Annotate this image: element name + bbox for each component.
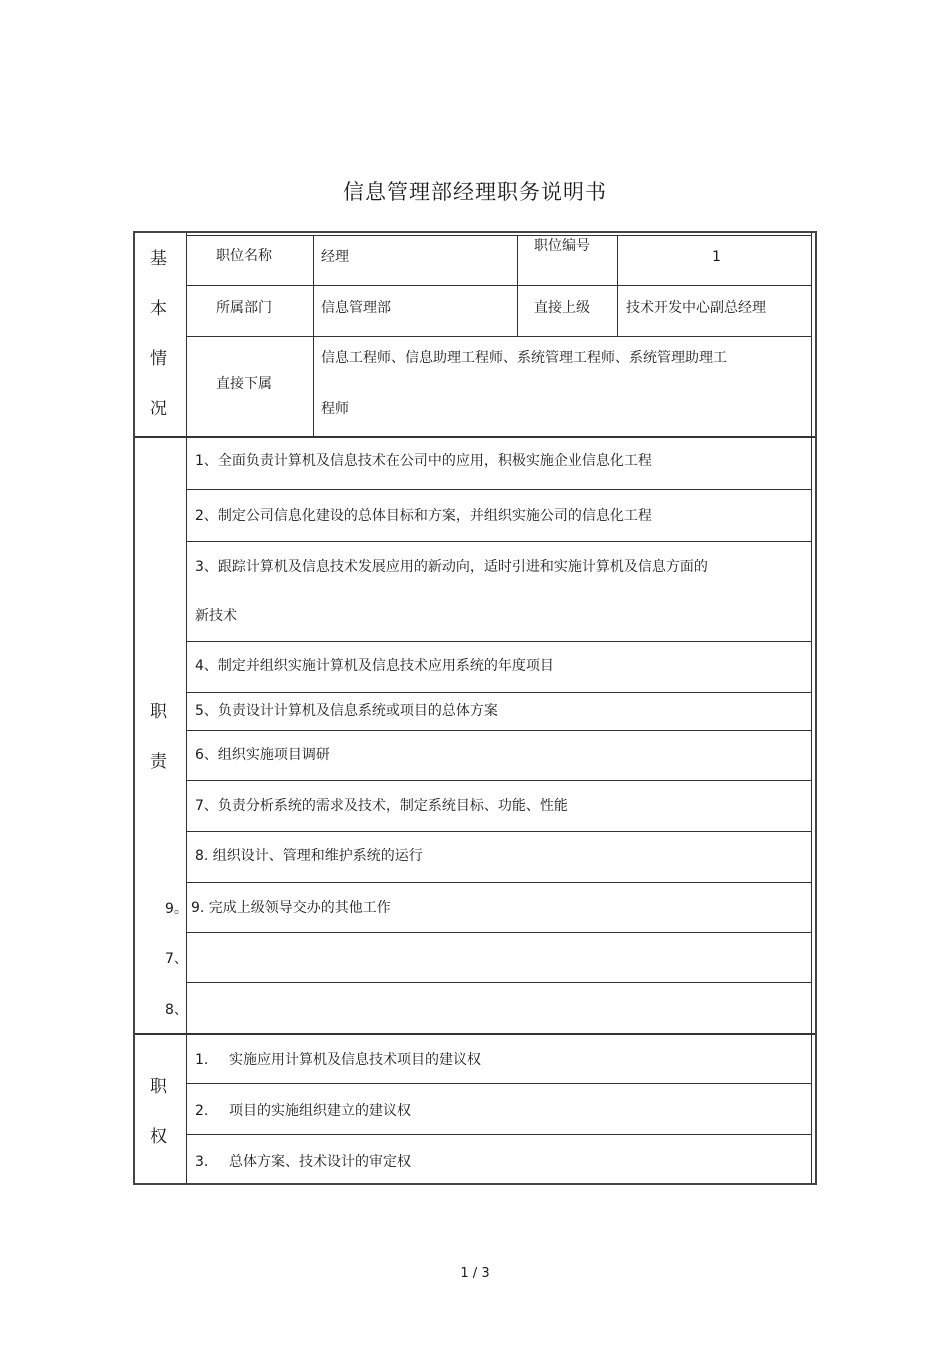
authority-item-text: 实施应用计算机及信息技术项目的建议权 xyxy=(229,1052,481,1068)
info-col-divider xyxy=(517,235,518,336)
subordinates-value: 程师 xyxy=(321,401,349,417)
authority-item-number: 1. xyxy=(195,1052,209,1068)
duty-item: 2、制定公司信息化建设的总体目标和方案，并组织实施公司的信息化工程 xyxy=(195,508,652,524)
authority-label-char: 权 xyxy=(150,1127,167,1147)
duty-item: 8. 组织设计、管理和维护系统的运行 xyxy=(195,848,423,864)
duty-item: 1、全面负责计算机及信息技术在公司中的应用，积极实施企业信息化工程 xyxy=(195,453,652,469)
inner-right-divider xyxy=(811,233,812,1183)
basic-info-label-char: 基 xyxy=(150,249,167,269)
duty-row-divider xyxy=(187,831,811,832)
authority-item-number: 2. xyxy=(195,1103,209,1119)
info-row-divider xyxy=(187,285,811,286)
duty-item: 6、组织实施项目调研 xyxy=(195,747,330,763)
subordinates-value: 信息工程师、信息助理工程师、系统管理工程师、系统管理助理工 xyxy=(321,350,727,366)
stray-mark: 9。 xyxy=(165,901,188,917)
department-label: 所属部门 xyxy=(216,300,272,316)
label-column-divider xyxy=(186,233,187,1183)
info-row-divider xyxy=(187,336,811,337)
superior-value: 技术开发中心副总经理 xyxy=(626,300,766,316)
duties-label-char: 责 xyxy=(150,752,167,772)
position-name-label: 职位名称 xyxy=(216,248,272,264)
authority-label-char: 职 xyxy=(150,1077,167,1097)
duty-item: 9. 完成上级领导交办的其他工作 xyxy=(191,900,391,916)
duty-row-divider xyxy=(187,932,811,933)
basic-info-label-char: 情 xyxy=(150,349,167,369)
section-divider xyxy=(135,436,815,438)
duty-item: 7、负责分析系统的需求及技术，制定系统目标、功能、性能 xyxy=(195,798,568,814)
position-code-value: 1 xyxy=(712,249,721,265)
duty-row-divider xyxy=(187,541,811,542)
department-value: 信息管理部 xyxy=(321,300,391,316)
table-bottom-border xyxy=(133,1183,817,1185)
info-col-divider xyxy=(313,235,314,436)
stray-mark: 7、 xyxy=(165,951,188,967)
table-right-border xyxy=(815,231,817,1185)
duty-item: 新技术 xyxy=(195,608,237,624)
section-divider xyxy=(135,1033,815,1035)
page-indicator: 1 / 3 xyxy=(460,1266,490,1281)
duty-row-divider xyxy=(187,780,811,781)
duty-row-divider xyxy=(187,489,811,490)
info-col-divider xyxy=(617,235,618,336)
duty-item: 5、负责设计计算机及信息系统或项目的总体方案 xyxy=(195,703,498,719)
authority-item-text: 项目的实施组织建立的建议权 xyxy=(229,1103,411,1119)
position-name-value: 经理 xyxy=(321,249,349,265)
basic-info-label-char: 况 xyxy=(150,399,167,419)
duty-row-divider xyxy=(187,982,811,983)
authority-item-text: 总体方案、技术设计的审定权 xyxy=(229,1154,411,1170)
duty-item: 3、跟踪计算机及信息技术发展应用的新动向，适时引进和实施计算机及信息方面的 xyxy=(195,559,708,575)
stray-mark: 8、 xyxy=(165,1002,188,1018)
duty-row-divider xyxy=(187,882,811,883)
position-code-label: 职位编号 xyxy=(534,238,590,254)
duty-row-divider xyxy=(187,730,811,731)
duty-row-divider xyxy=(187,692,811,693)
table-top-border xyxy=(133,231,817,233)
subordinates-label: 直接下属 xyxy=(216,376,272,392)
info-row-top xyxy=(187,235,811,236)
document-title: 信息管理部经理职务说明书 xyxy=(343,180,607,204)
duty-row-divider xyxy=(187,641,811,642)
duties-label-char: 职 xyxy=(150,702,167,722)
authority-item-number: 3. xyxy=(195,1154,209,1170)
basic-info-label-char: 本 xyxy=(150,299,167,319)
duty-item: 4、制定并组织实施计算机及信息技术应用系统的年度项目 xyxy=(195,658,554,674)
authority-row-divider xyxy=(187,1083,811,1084)
superior-label: 直接上级 xyxy=(534,300,590,316)
table-left-border xyxy=(133,231,135,1185)
authority-row-divider xyxy=(187,1134,811,1135)
